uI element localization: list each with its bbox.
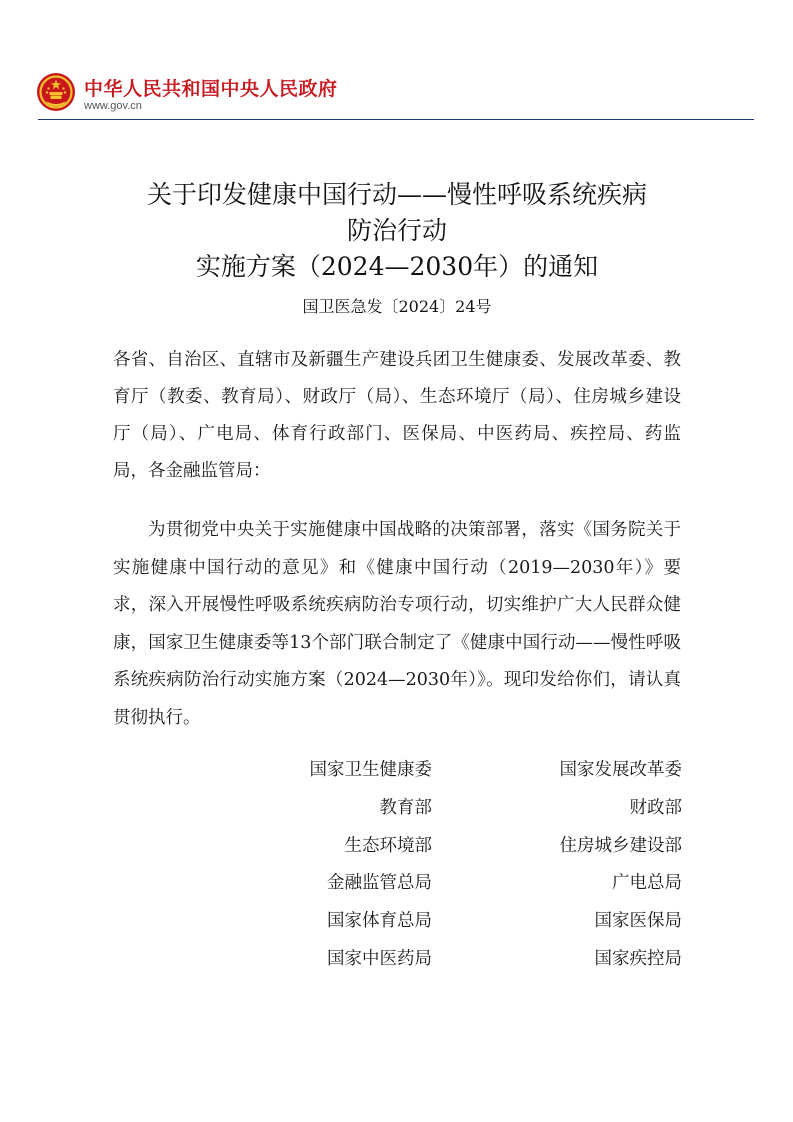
title-line: 实施方案（2024—2030年）的通知 xyxy=(195,252,599,281)
body-paragraph: 为贯彻党中央关于实施健康中国战略的决策部署，落实《国务院关于实施健康中国行动的意见》和《健康中国行动（2019—2030年）》要求，深入开展慢性呼吸系统疾病防治专项行动，切实维护广大人民群众健康，国家卫生健康委等13个部门联合制定了《健康中国行动——慢性呼吸系统疾病防治行动实施方案（2024—2030年）》。现印发给你们，请认真贯彻执行。 xyxy=(113,520,681,728)
signatory: 国家疾控局 xyxy=(594,948,682,969)
signatory: 财政部 xyxy=(629,797,682,818)
signatory-list xyxy=(0,756,793,983)
site-name[interactable]: 中华人民共和国中央人民政府 xyxy=(84,78,338,100)
signatory: 国家体育总局 xyxy=(327,911,432,932)
signatory-row xyxy=(0,945,793,983)
signatory-row xyxy=(0,907,793,945)
signatory: 国家医保局 xyxy=(594,911,682,932)
signatory: 金融监管总局 xyxy=(327,873,432,894)
document-title xyxy=(80,177,714,285)
signatory: 生态环境部 xyxy=(344,835,432,856)
header-divider xyxy=(38,119,754,120)
signatory-row xyxy=(0,869,793,907)
signatory: 国家卫生健康委 xyxy=(309,760,432,780)
signatory: 国家中医药局 xyxy=(327,948,432,969)
addressee-paragraph: 各省、自治区、直辖市及新疆生产建设兵团卫生健康委、发展改革委、教育厅（教委、教育局）、财政厅（局）、生态环境厅（局）、住房城乡建设厅（局）、广电局、体育行政部门、医保局、中医药局、疾控局、药监局，各金融监管局： xyxy=(113,350,681,481)
signatory: 广电总局 xyxy=(612,873,682,894)
site-header xyxy=(36,70,756,122)
site-url[interactable]: www.gov.cn xyxy=(84,100,142,112)
title-line: 防治行动 xyxy=(346,216,447,245)
signatory: 住房城乡建设部 xyxy=(559,835,682,856)
document-number: 国卫医急发〔2024〕24号 xyxy=(302,297,492,316)
national-emblem-icon xyxy=(36,72,76,112)
title-line: 关于印发健康中国行动——慢性呼吸系统疾病 xyxy=(146,180,647,209)
signatory: 教育部 xyxy=(379,797,432,818)
signatory-row xyxy=(0,832,793,870)
signatory-row xyxy=(0,756,793,794)
signatory-row xyxy=(0,794,793,832)
signatory: 国家发展改革委 xyxy=(559,760,682,780)
